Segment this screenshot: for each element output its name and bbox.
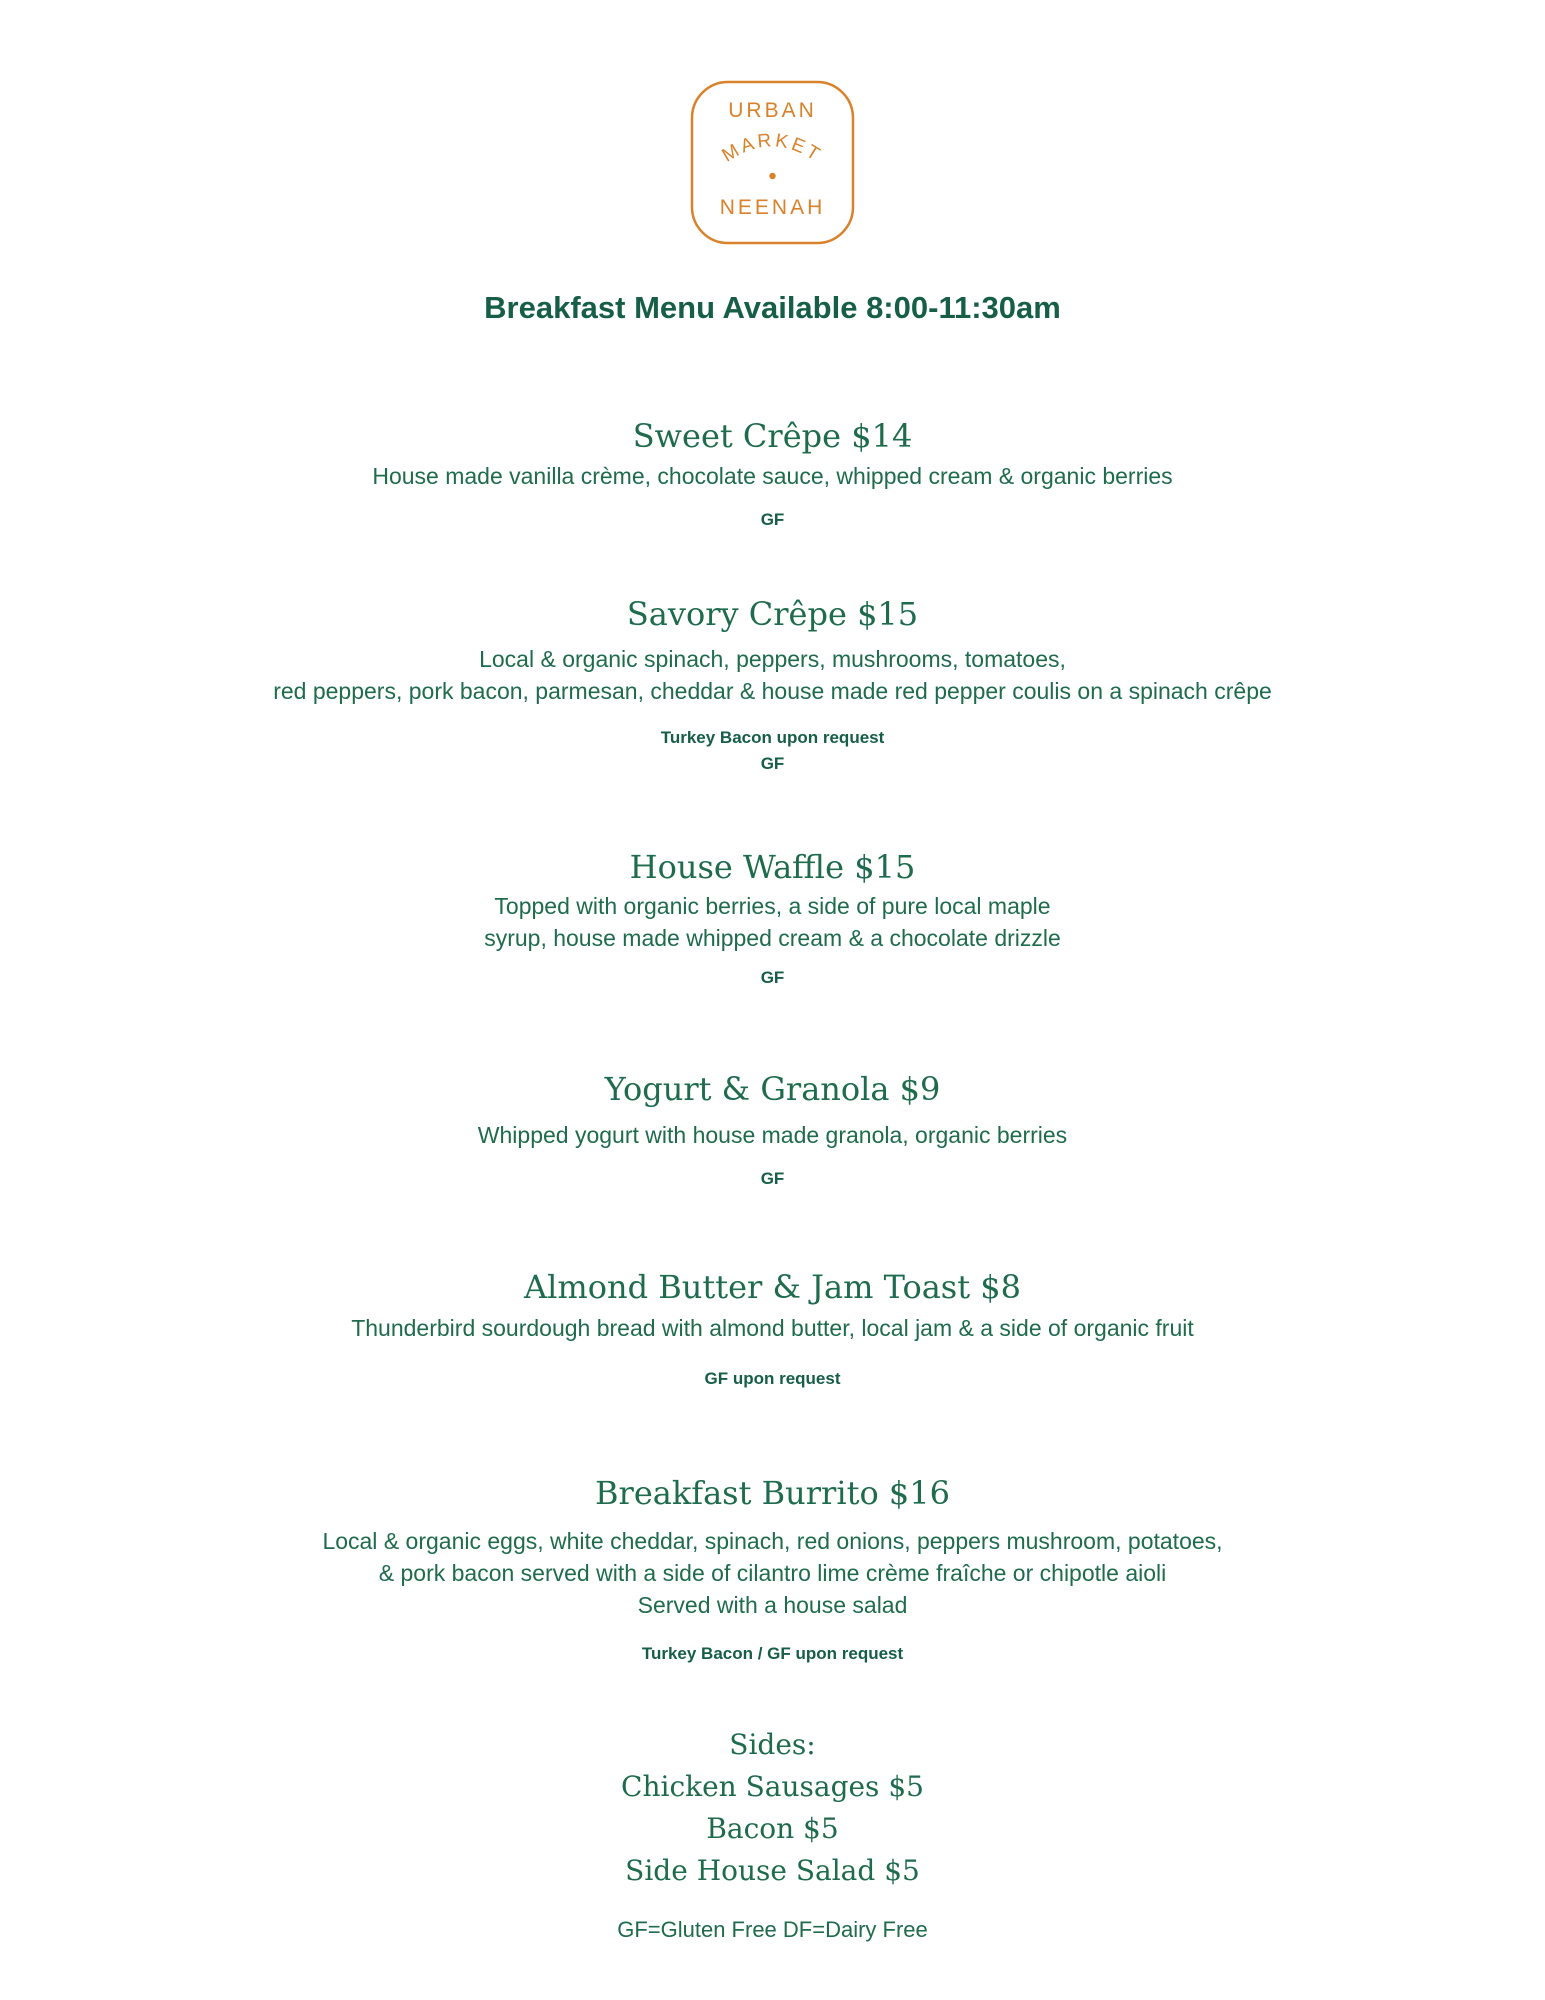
item-title-breakfast-burrito: Breakfast Burrito $16 — [595, 1474, 950, 1512]
item-desc-breakfast-burrito-line3: Served with a house salad — [637, 1592, 908, 1618]
sides-heading: Sides: — [729, 1728, 816, 1761]
logo-text-neenah: NEENAH — [719, 196, 826, 219]
item-desc-house-waffle-line2: syrup, house made whipped cream & a chocolate drizzle — [484, 925, 1061, 951]
side-item-house-salad: Side House Salad $5 — [625, 1854, 920, 1887]
logo-text-urban: URBAN — [728, 99, 817, 122]
item-note-yogurt-granola: GF — [760, 1169, 785, 1188]
item-desc-yogurt-granola: Whipped yogurt with house made granola, organic berries — [477, 1122, 1068, 1148]
item-note-house-waffle: GF — [760, 968, 785, 987]
item-note-almond-toast: GF upon request — [704, 1369, 841, 1388]
item-desc-breakfast-burrito-line2: & pork bacon served with a side of cilantro lime crème fraîche or chipotle aioli — [378, 1560, 1167, 1586]
item-title-house-waffle: House Waffle $15 — [629, 848, 916, 886]
item-note-sweet-crepe: GF — [760, 510, 785, 529]
menu-header: Breakfast Menu Available 8:00-11:30am — [484, 290, 1061, 325]
item-desc-savory-crepe-line1: Local & organic spinach, peppers, mushrooms, tomatoes, — [479, 646, 1066, 672]
logo-dot — [769, 173, 775, 179]
logo-text-market: MARKET — [718, 130, 826, 167]
item-desc-house-waffle-line1: Topped with organic berries, a side of pure local maple — [494, 893, 1051, 919]
urban-market-logo — [690, 80, 855, 245]
item-title-savory-crepe: Savory Crêpe $15 — [626, 595, 919, 633]
item-note-savory-crepe-2: GF — [760, 754, 785, 773]
item-title-sweet-crepe: Sweet Crêpe $14 — [632, 417, 913, 455]
item-title-almond-toast: Almond Butter & Jam Toast $8 — [524, 1268, 1021, 1306]
item-desc-almond-toast: Thunderbird sourdough bread with almond butter, local jam & a side of organic fruit — [351, 1315, 1194, 1341]
item-note-savory-crepe-1: Turkey Bacon upon request — [660, 728, 885, 747]
item-desc-sweet-crepe: House made vanilla crème, chocolate sauce, whipped cream & organic berries — [372, 463, 1173, 489]
item-note-breakfast-burrito: Turkey Bacon / GF upon request — [641, 1644, 904, 1663]
side-item-chicken-sausages: Chicken Sausages $5 — [621, 1770, 924, 1803]
dietary-legend: GF=Gluten Free DF=Dairy Free — [617, 1917, 928, 1942]
item-desc-breakfast-burrito-line1: Local & organic eggs, white cheddar, spinach, red onions, peppers mushroom, potatoes, — [322, 1528, 1223, 1554]
item-desc-savory-crepe-line2: red peppers, pork bacon, parmesan, cheddar & house made red pepper coulis on a spinach crêpe — [273, 678, 1272, 704]
side-item-bacon: Bacon $5 — [706, 1812, 839, 1845]
logo-badge — [690, 80, 855, 245]
item-title-yogurt-granola: Yogurt & Granola $9 — [604, 1070, 941, 1108]
